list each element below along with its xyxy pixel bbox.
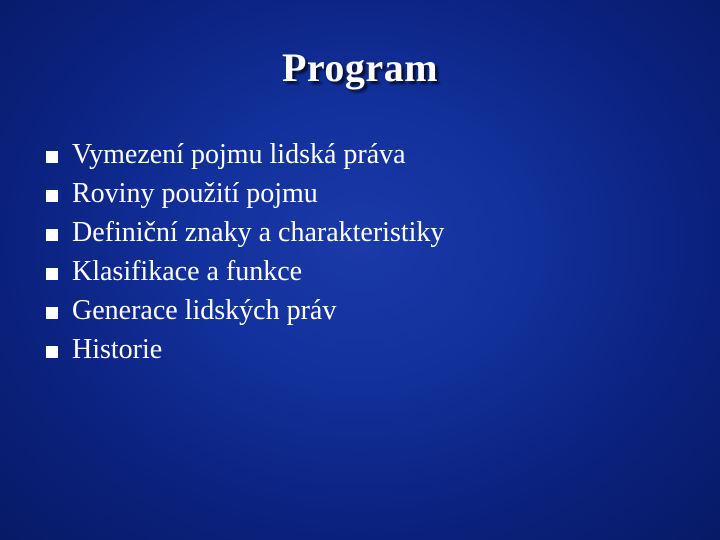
slide-title: Program [281, 45, 439, 90]
square-bullet-icon [46, 190, 58, 202]
list-item-label: Historie [72, 333, 163, 365]
list-item-label: Roviny použití pojmu [72, 177, 318, 209]
list-item-label: Vymezení pojmu lidská práva [72, 138, 406, 170]
list-item [46, 330, 444, 369]
list-item [46, 213, 444, 252]
bullet-list [46, 135, 444, 369]
square-bullet-icon [46, 346, 58, 358]
square-bullet-icon [46, 229, 58, 241]
list-item-label: Definiční znaky a charakteristiky [72, 216, 445, 248]
list-item [46, 291, 444, 330]
list-item [46, 135, 444, 174]
list-item-label: Generace lidských práv [72, 294, 337, 326]
square-bullet-icon [46, 307, 58, 319]
list-item [46, 174, 444, 213]
list-item-label: Klasifikace a funkce [72, 255, 303, 287]
list-item [46, 252, 444, 291]
square-bullet-icon [46, 151, 58, 163]
square-bullet-icon [46, 268, 58, 280]
